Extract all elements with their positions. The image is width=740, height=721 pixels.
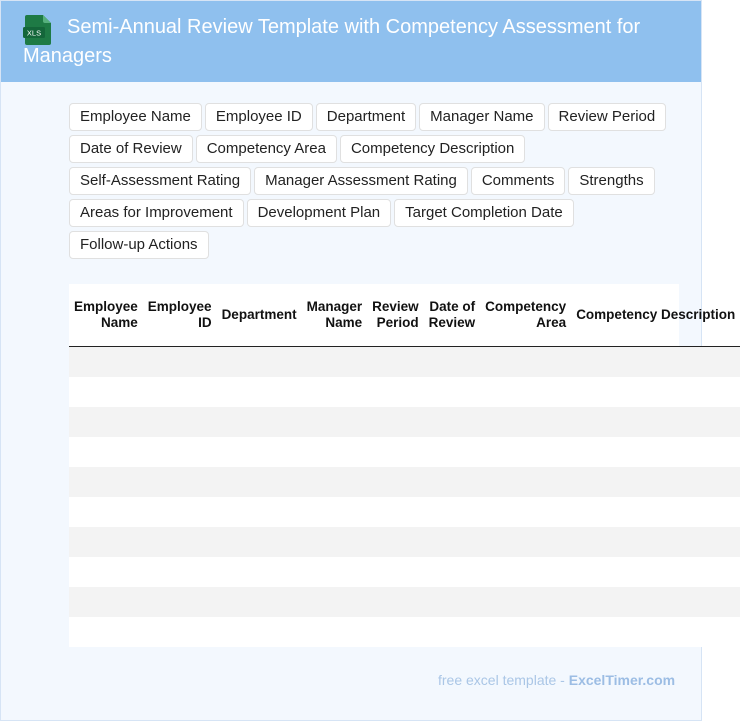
table-cell[interactable] [217,437,302,467]
table-cell[interactable] [69,407,143,437]
table-cell[interactable] [217,407,302,437]
table-cell[interactable] [302,377,368,407]
table-cell[interactable] [302,497,368,527]
table-cell[interactable] [424,377,481,407]
table-cell[interactable] [143,587,217,617]
table-cell[interactable] [424,587,481,617]
table-cell[interactable] [217,587,302,617]
table-cell[interactable] [143,346,217,377]
table-cell[interactable] [367,527,424,557]
table-row [69,377,740,407]
column-header: Competency Area [480,284,571,346]
field-chip: Comments [471,167,566,195]
table-cell[interactable] [367,346,424,377]
column-header: Department [217,284,302,346]
table-cell[interactable] [367,377,424,407]
table-cell[interactable] [143,437,217,467]
table-cell[interactable] [69,527,143,557]
table-cell[interactable] [217,617,302,647]
table-cell[interactable] [480,467,571,497]
table-cell[interactable] [571,527,740,557]
table-cell[interactable] [143,377,217,407]
field-chip: Employee Name [69,103,202,131]
table-cell[interactable] [367,587,424,617]
field-chip: Date of Review [69,135,193,163]
table-cell[interactable] [302,557,368,587]
table-cell[interactable] [367,437,424,467]
table-cell[interactable] [480,587,571,617]
footer-brand-link[interactable]: ExcelTimer.com [568,672,676,688]
table-cell[interactable] [217,377,302,407]
table-row [69,346,740,377]
table-cell[interactable] [571,587,740,617]
review-table [69,284,740,647]
footer-prefix: free excel template - [438,672,569,688]
table-row [69,527,740,557]
table-row [69,497,740,527]
table-cell[interactable] [217,497,302,527]
table-cell[interactable] [302,407,368,437]
field-chip: Strengths [568,167,654,195]
table-cell[interactable] [69,377,143,407]
table-cell[interactable] [367,617,424,647]
table-body [69,346,740,647]
table-cell[interactable] [424,467,481,497]
field-chip: Competency Area [196,135,337,163]
table-cell[interactable] [480,527,571,557]
table-cell[interactable] [302,467,368,497]
table-cell[interactable] [424,497,481,527]
table-cell[interactable] [302,437,368,467]
table-cell[interactable] [571,407,740,437]
field-chip: Department [316,103,416,131]
field-chip: Development Plan [247,199,392,227]
field-chip: Manager Assessment Rating [254,167,468,195]
table-cell[interactable] [424,407,481,437]
table-cell[interactable] [480,557,571,587]
table-row [69,587,740,617]
table-row [69,617,740,647]
table-cell[interactable] [143,467,217,497]
table-cell[interactable] [571,617,740,647]
field-chip: Follow-up Actions [69,231,209,259]
table-cell[interactable] [69,497,143,527]
table-row [69,557,740,587]
table-cell[interactable] [571,377,740,407]
table-cell[interactable] [480,437,571,467]
table-cell[interactable] [302,527,368,557]
table-cell[interactable] [480,346,571,377]
table-cell[interactable] [571,467,740,497]
field-chip: Review Period [548,103,667,131]
column-header: Review Period [367,284,424,346]
table-cell[interactable] [217,557,302,587]
field-chip: Manager Name [419,103,544,131]
table-cell[interactable] [367,557,424,587]
table-cell[interactable] [424,527,481,557]
field-chip: Areas for Improvement [69,199,244,227]
review-table-container [69,284,736,647]
field-chip-list [69,103,669,259]
table-row [69,407,740,437]
table-cell[interactable] [143,527,217,557]
table-cell[interactable] [367,407,424,437]
table-header-row [69,284,740,346]
table-cell[interactable] [143,617,217,647]
column-header: Employee ID [143,284,217,346]
xls-icon-label: XLS [26,28,42,38]
table-cell[interactable] [217,527,302,557]
column-header: Manager Name [302,284,368,346]
table-cell[interactable] [302,617,368,647]
header-banner [1,1,701,82]
table-cell[interactable] [480,407,571,437]
table-cell[interactable] [302,587,368,617]
table-cell[interactable] [480,617,571,647]
table-cell[interactable] [143,557,217,587]
table-row [69,437,740,467]
field-chip: Employee ID [205,103,313,131]
table-cell[interactable] [424,617,481,647]
table-cell[interactable] [143,407,217,437]
table-cell[interactable] [480,377,571,407]
table-cell[interactable] [69,617,143,647]
table-cell[interactable] [143,497,217,527]
table-cell[interactable] [480,497,571,527]
field-chip: Self-Assessment Rating [69,167,251,195]
table-cell[interactable] [424,346,481,377]
table-cell[interactable] [571,437,740,467]
table-cell[interactable] [424,557,481,587]
table-cell[interactable] [217,346,302,377]
page-title: Semi-Annual Review Template with Competency Assessment for Managers [23,16,641,67]
field-chip: Target Completion Date [394,199,574,227]
table-row [69,467,740,497]
table-cell[interactable] [424,437,481,467]
column-header: Competency Description [571,284,740,346]
footer-credit [438,672,675,688]
column-header: Employee Name [69,284,143,346]
field-chip: Competency Description [340,135,525,163]
table-cell[interactable] [217,467,302,497]
table-cell[interactable] [571,497,740,527]
table-cell[interactable] [69,346,143,377]
table-cell[interactable] [571,346,740,377]
table-cell[interactable] [571,557,740,587]
table-cell[interactable] [302,346,368,377]
table-cell[interactable] [69,437,143,467]
table-cell[interactable] [69,587,143,617]
table-cell[interactable] [69,557,143,587]
table-cell[interactable] [367,467,424,497]
table-cell[interactable] [367,497,424,527]
column-header: Date of Review [424,284,481,346]
table-cell[interactable] [69,467,143,497]
